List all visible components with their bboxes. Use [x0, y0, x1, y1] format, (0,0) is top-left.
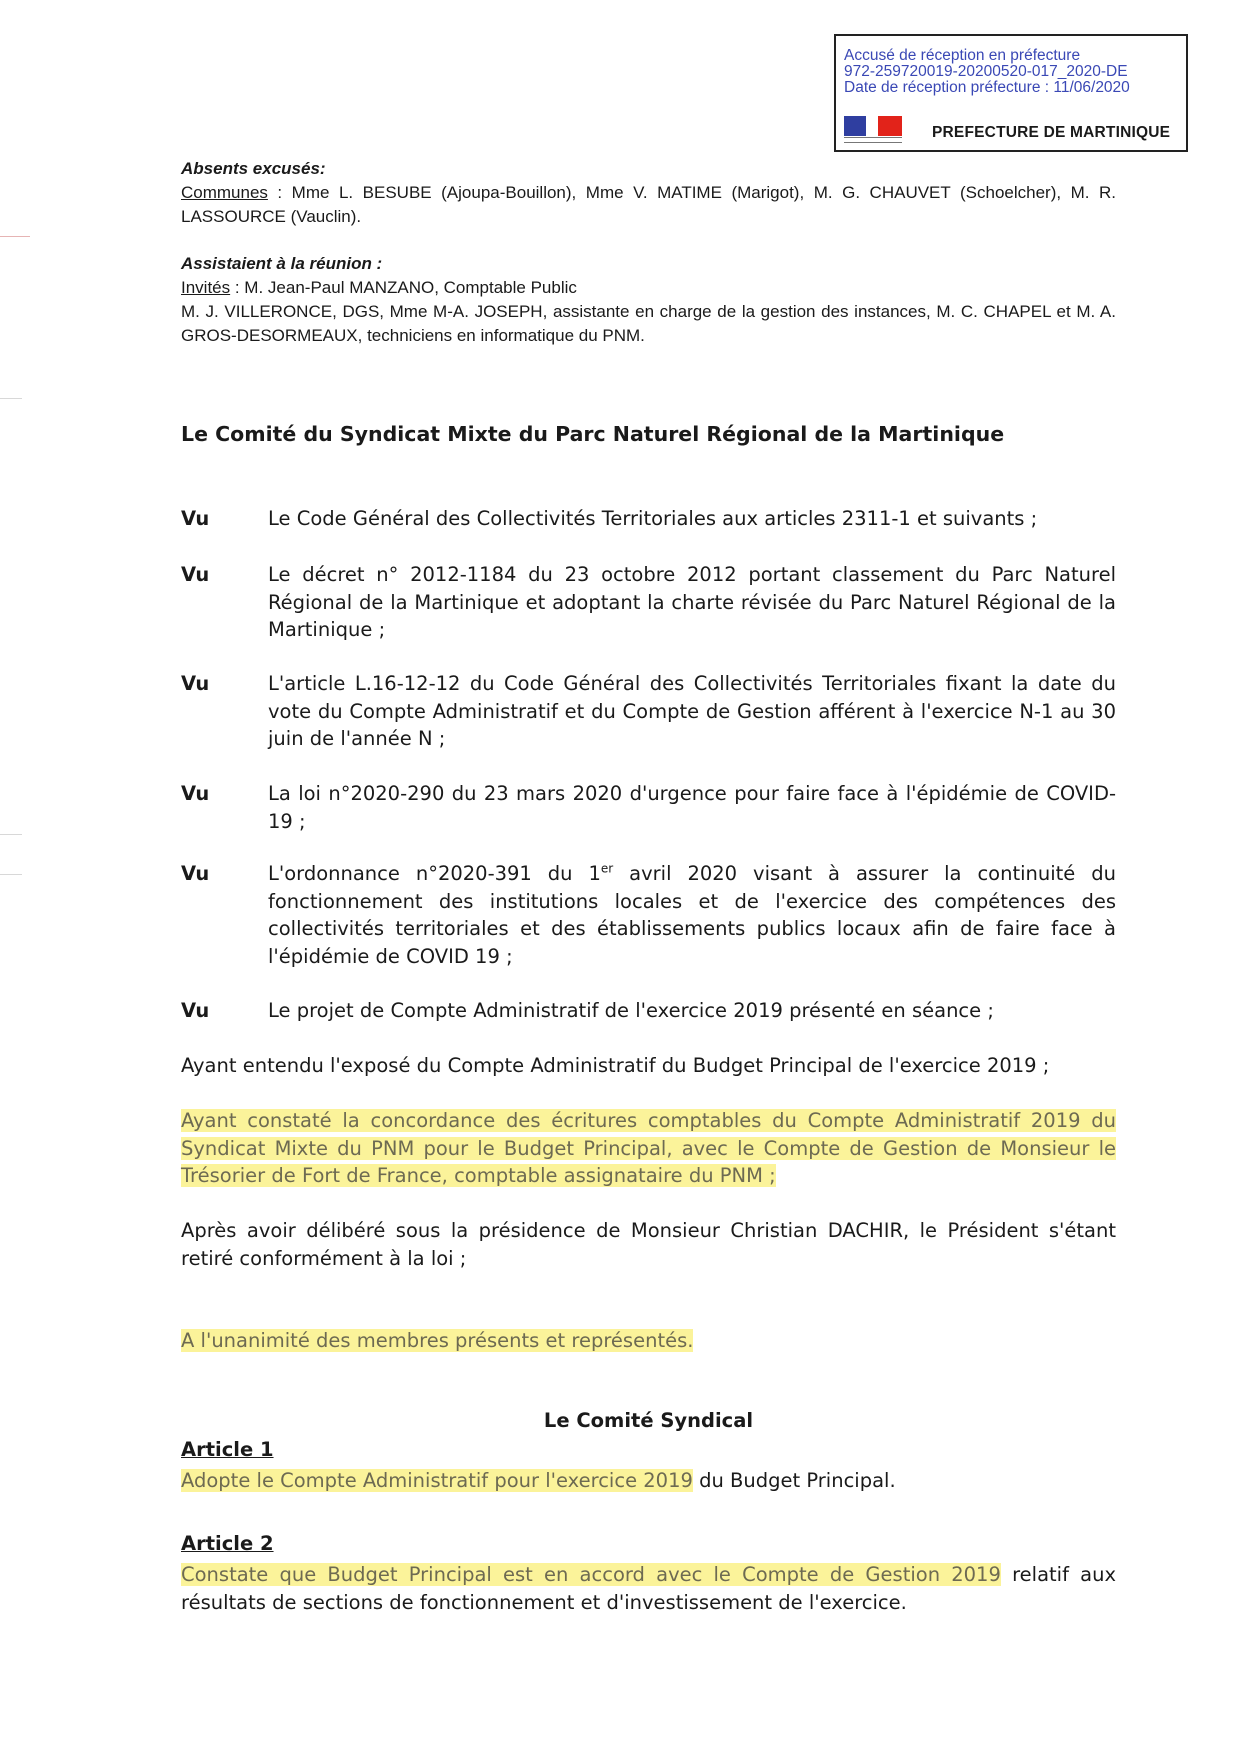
scan-mark — [0, 398, 22, 399]
marianne-logo-icon — [844, 116, 902, 142]
ayant-constate — [181, 1107, 1116, 1190]
vu-label-3: Vu — [181, 672, 210, 695]
ayant-constate-highlight: Ayant constaté la concordance des écritures comptables du Compte Administratif 2019 du Syndicat Mixte du PNM pour le Budget Principal, avec le Compte de Gestion de Monsieur le Trésorier de Fort de France, comptable assignataire du PNM ; — [181, 1109, 1116, 1187]
article-1-heading: Article 1 — [181, 1438, 274, 1461]
scan-mark — [0, 834, 22, 835]
ayant-entendu: Ayant entendu l'exposé du Compte Administratif du Budget Principal de l'exercice 2019 ; — [181, 1054, 1050, 1077]
invites-label: Invités — [181, 278, 231, 297]
vu-label-5: Vu — [181, 862, 210, 885]
absents-section — [181, 157, 1116, 229]
stamp-line-3: Date de réception préfecture : 11/06/2020 — [844, 79, 1130, 96]
article-2-heading: Article 2 — [181, 1532, 274, 1555]
article-1-rest: du Budget Principal. — [692, 1469, 896, 1492]
article-1-highlight: Adopte le Compte Administratif pour l'exercice 2019 — [181, 1469, 693, 1492]
vu-text-4: La loi n°2020-290 du 23 mars 2020 d'urgence pour faire face à l'épidémie de COVID-19 ; — [268, 782, 1116, 833]
vu-label-1: Vu — [181, 507, 210, 530]
invites-text: : M. Jean-Paul MANZANO, Comptable Public — [230, 278, 577, 297]
vu-text-1: Le Code Général des Collectivités Territoriales aux articles 2311-1 et suivants ; — [268, 507, 1038, 530]
unanimite — [181, 1327, 1116, 1355]
page-title: Le Comité du Syndicat Mixte du Parc Naturel Régional de la Martinique — [181, 422, 1005, 446]
vu-text-5-before: L'ordonnance n°2020-391 du 1 — [268, 862, 601, 885]
scan-mark — [0, 874, 22, 875]
vu-text-5-sup: er — [600, 861, 614, 876]
vu-label-2: Vu — [181, 563, 210, 586]
absents-list: : Mme L. BESUBE (Ajoupa-Bouillon), Mme V. MATIME (Marigot), M. G. CHAUVET (Schoelcher), M. R. LASSOURCE (Vauclin). — [181, 183, 1116, 226]
absents-text — [181, 181, 1116, 229]
reception-stamp — [834, 34, 1188, 152]
absents-label: Communes — [181, 183, 268, 202]
absents-heading: Absents excusés: — [181, 159, 326, 178]
assistaient-section — [181, 252, 1116, 348]
article-2-text — [181, 1561, 1116, 1616]
apres-deliberation: Après avoir délibéré sous la présidence de Monsieur Christian DACHIR, le Président s'étant retiré conformément à la loi ; — [181, 1219, 1116, 1270]
stamp-line-1: Accusé de réception en préfecture — [844, 47, 1081, 64]
vu-label-4: Vu — [181, 782, 210, 805]
stamp-prefecture: PREFECTURE DE MARTINIQUE — [932, 124, 1171, 141]
vu-label-6: Vu — [181, 999, 210, 1022]
stamp-line-2: 972-259720019-20200520-017_2020-DE — [844, 63, 1128, 80]
scan-mark — [0, 236, 30, 237]
assistaient-heading: Assistaient à la réunion : — [181, 254, 383, 273]
article-2-rest: relatif aux résultats de sections de fonctionnement et d'investissement de l'exercice. — [181, 1563, 1116, 1614]
comite-syndical-heading: Le Comité Syndical — [543, 1409, 754, 1432]
article-2-highlight: Constate que Budget Principal est en accord avec le Compte de Gestion 2019 — [181, 1563, 1001, 1586]
article-1-text — [181, 1467, 1116, 1495]
vu-text-6: Le projet de Compte Administratif de l'exercice 2019 présenté en séance ; — [268, 999, 994, 1022]
assistaient-text: M. J. VILLERONCE, DGS, Mme M-A. JOSEPH, assistante en charge de la gestion des instances, M. C. CHAPEL et M. A. GROS-DESORMEAUX, techniciens en informatique du PNM. — [181, 302, 1116, 345]
vu-text-3: L'article L.16-12-12 du Code Général des Collectivités Territoriales fixant la date du vote du Compte Administratif et du Compte de Gestion afférent à l'exercice N-1 au 30 juin de l'année N ; — [268, 672, 1116, 750]
vu-text-5 — [268, 860, 1116, 970]
invites-line — [181, 276, 1116, 300]
vu-text-5-after: avril 2020 visant à assurer la continuité du fonctionnement des institutions locales et de l'exercice des compétences des collectivités territoriales et des établissements publics locaux afin de faire face à l'épidémie de COVID 19 ; — [268, 862, 1116, 968]
unanimite-highlight: A l'unanimité des membres présents et représentés. — [181, 1329, 694, 1352]
vu-text-2: Le décret n° 2012-1184 du 23 octobre 2012 portant classement du Parc Naturel Régional de la Martinique et adoptant la charte révisée du Parc Naturel Régional de la Martinique ; — [268, 563, 1116, 641]
